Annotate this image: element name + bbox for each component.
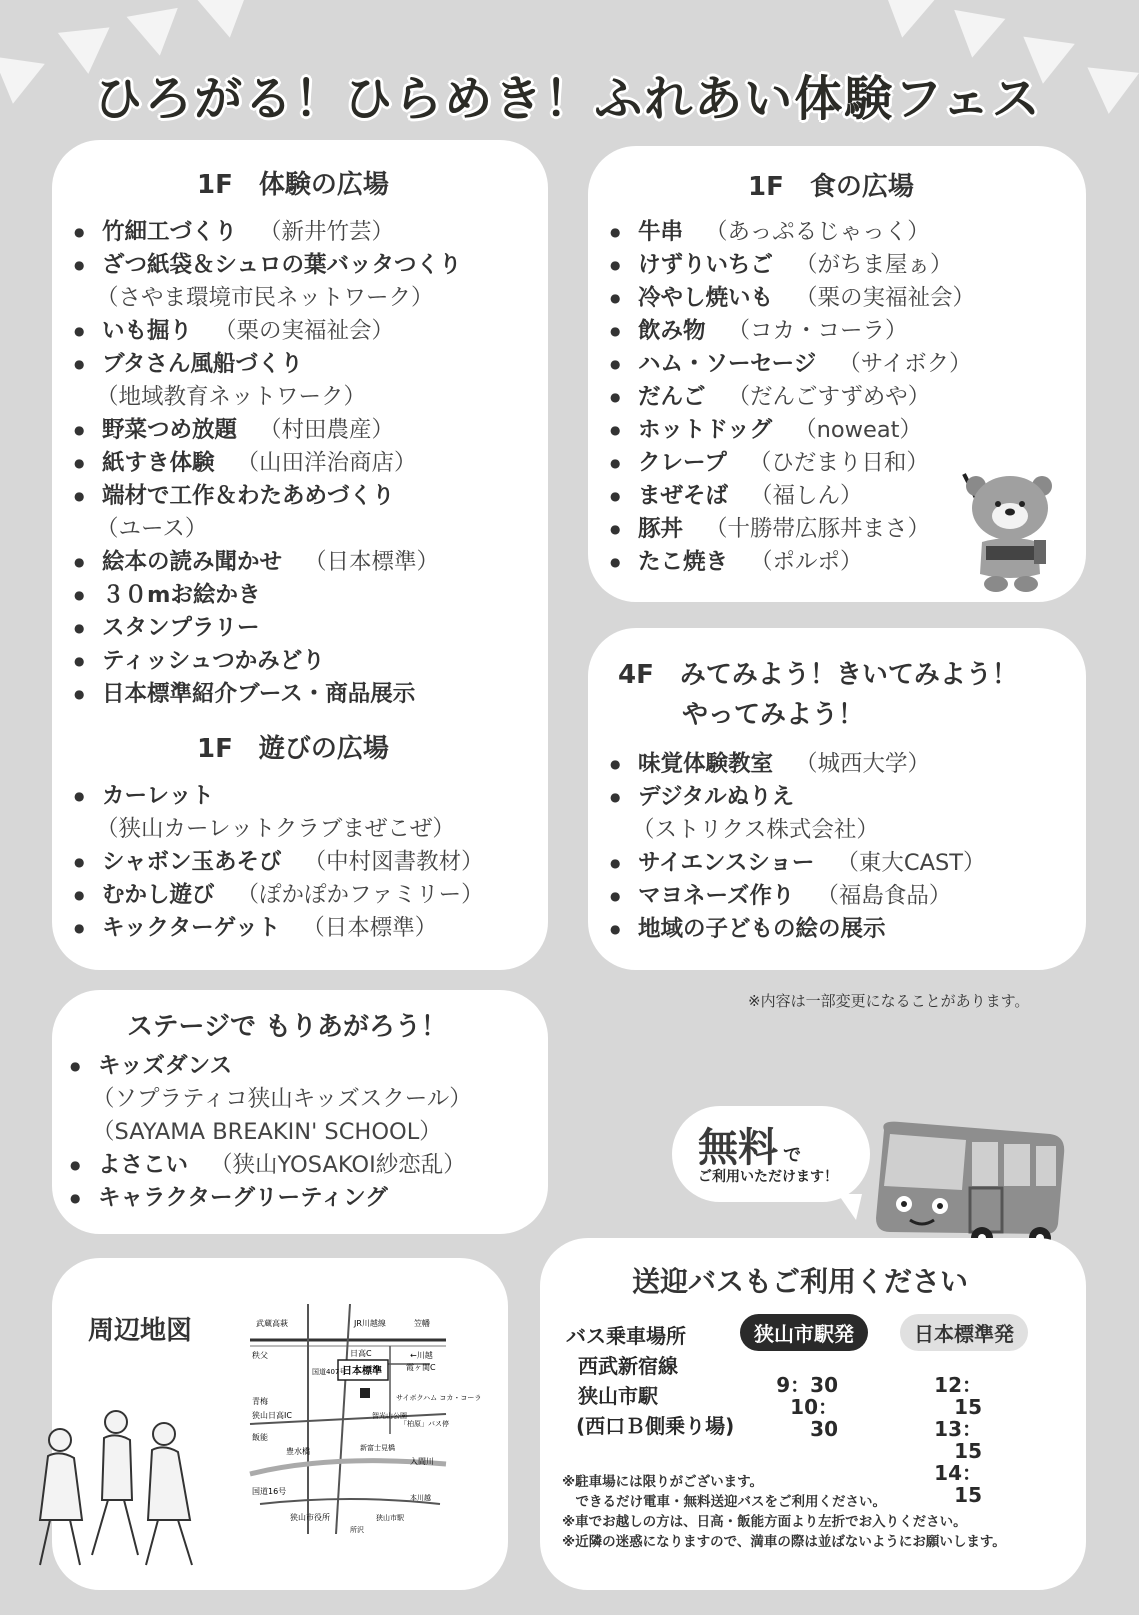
list-item bbox=[68, 1182, 538, 1215]
item-organizer: （ユース） bbox=[96, 516, 208, 542]
item-name: クレープ bbox=[638, 450, 727, 476]
list-item bbox=[608, 748, 1078, 781]
item-organizer: （狭山YOSAKOI紗恋乱） bbox=[210, 1152, 466, 1178]
flag-decoration bbox=[947, 10, 1006, 62]
list-item bbox=[72, 879, 542, 912]
list-item bbox=[608, 880, 1078, 913]
list-item bbox=[608, 414, 1048, 447]
item-name: 冷やし焼いも bbox=[638, 285, 774, 311]
taiken-list bbox=[72, 216, 542, 711]
shoku-heading: 1F 食の広場 bbox=[748, 172, 914, 202]
item-organizer: （村田農産） bbox=[259, 417, 395, 443]
item-organizer: （地域教育ネットワーク） bbox=[96, 384, 367, 410]
list-item bbox=[72, 447, 542, 480]
item-name: けずりいちご bbox=[638, 252, 774, 278]
bus-heading: 送迎バスもご利用ください bbox=[632, 1265, 969, 1298]
map-label: ←川越 bbox=[410, 1351, 433, 1360]
fourf-card bbox=[588, 628, 1086, 970]
free-bubble bbox=[672, 1106, 870, 1202]
item-name: むかし遊び bbox=[102, 882, 215, 908]
item-organizer: （SAYAMA BREAKIN' SCHOOL） bbox=[92, 1119, 442, 1145]
list-item bbox=[608, 348, 1048, 381]
item-name: 紙すき体験 bbox=[102, 450, 215, 476]
fourf-list bbox=[608, 748, 1078, 946]
item-name: ブタさん風船づくり bbox=[102, 351, 303, 377]
item-organizer: （さやま環境市民ネットワーク） bbox=[96, 285, 434, 311]
stage-heading: ステージで もりあがろう！ bbox=[127, 1012, 448, 1042]
map-label: 豊水橋 bbox=[286, 1447, 310, 1456]
fourf-heading-2: やってみよう！ bbox=[682, 700, 865, 730]
item-name: 野菜つめ放題 bbox=[102, 417, 238, 443]
item-organizer: （中村図書教材） bbox=[303, 849, 484, 875]
flag-decoration bbox=[127, 8, 186, 60]
item-name: カーレット bbox=[102, 783, 214, 809]
list-item bbox=[68, 1050, 538, 1083]
map-label: 智光山公園 bbox=[372, 1412, 407, 1420]
list-item bbox=[608, 814, 1078, 847]
map-label: 本川越 bbox=[410, 1494, 431, 1502]
list-item bbox=[72, 315, 542, 348]
list-item bbox=[68, 1149, 538, 1182]
list-item bbox=[608, 216, 1048, 249]
bus-card bbox=[540, 1238, 1086, 1590]
list-item bbox=[72, 612, 542, 645]
free-de-text: で bbox=[783, 1145, 802, 1166]
time-item: 12：15 bbox=[934, 1373, 982, 1419]
map-label: 青梅 bbox=[252, 1397, 268, 1406]
map-label: 日高C bbox=[350, 1349, 372, 1358]
list-item bbox=[72, 216, 542, 249]
bus-notes bbox=[562, 1472, 1006, 1552]
bus-note: ※車でお越しの方は、日高・飯能方面より左折でお入りください。 bbox=[562, 1514, 967, 1530]
asobi-list bbox=[72, 780, 542, 945]
map-label: 笠幡 bbox=[414, 1319, 430, 1328]
map-label: 狭山市役所 bbox=[290, 1513, 330, 1522]
map-label: 「柏原」バス停 bbox=[400, 1420, 449, 1428]
item-organizer: （だんごすずめや） bbox=[727, 384, 931, 410]
item-name: スタンプラリー bbox=[102, 615, 260, 641]
times-sayama bbox=[768, 1374, 838, 1440]
taiken-heading: 1F 体験の広場 bbox=[197, 170, 389, 200]
badge-honshi-label: 日本標準発 bbox=[914, 1322, 1014, 1346]
time-item: 13：15 bbox=[934, 1417, 982, 1463]
item-organizer: （ぽかぽかファミリー） bbox=[236, 882, 484, 908]
list-item bbox=[72, 282, 542, 315]
item-organizer: （ストリクス株式会社） bbox=[632, 817, 879, 843]
badge-sayama bbox=[740, 1314, 868, 1351]
item-name: キックターゲット bbox=[102, 915, 281, 941]
item-name: ３０mお絵かき bbox=[102, 582, 261, 608]
area-map bbox=[250, 1304, 482, 1534]
item-organizer: （日本標準） bbox=[302, 915, 438, 941]
list-item bbox=[68, 1083, 538, 1116]
fourf-heading: 4F みてみよう！きいてみよう！ bbox=[618, 660, 1018, 690]
item-name: 味覚体験教室 bbox=[638, 751, 774, 777]
item-organizer: （山田洋治商店） bbox=[236, 450, 417, 476]
item-organizer: （ポルポ） bbox=[750, 549, 863, 575]
map-label: JR川越線 bbox=[354, 1319, 386, 1328]
list-item bbox=[608, 781, 1078, 814]
item-organizer: （ひだまり日和） bbox=[748, 450, 929, 476]
list-item bbox=[608, 381, 1048, 414]
list-item bbox=[72, 513, 542, 546]
item-name: たこ焼き bbox=[638, 549, 729, 575]
item-name: いも掘り bbox=[102, 318, 193, 344]
map-label: 飯能 bbox=[252, 1433, 268, 1442]
item-name: デジタルぬりえ bbox=[638, 784, 795, 810]
map-label: 霞ヶ関C bbox=[406, 1363, 436, 1372]
list-item bbox=[72, 645, 542, 678]
bus-note: ※駐車場には限りがございます。 bbox=[562, 1474, 764, 1490]
item-organizer: （福しん） bbox=[750, 483, 863, 509]
item-name: キッズダンス bbox=[98, 1053, 233, 1079]
free-big-text: 無料 bbox=[698, 1125, 778, 1171]
item-name: ホットドッグ bbox=[638, 417, 773, 443]
list-item bbox=[72, 249, 542, 282]
badge-honshi bbox=[900, 1314, 1028, 1351]
free-sub-text: ご利用いただけます！ bbox=[698, 1169, 838, 1185]
item-name: よさこい bbox=[98, 1152, 189, 1178]
map-label: 秩父 bbox=[252, 1351, 268, 1360]
map-label: サイボクハム コカ・コーラ bbox=[396, 1394, 482, 1402]
list-item bbox=[608, 847, 1078, 880]
bus-line2: 狭山市駅 bbox=[578, 1384, 658, 1408]
map-label: 武蔵高萩 bbox=[256, 1319, 288, 1328]
taiken-card bbox=[52, 140, 548, 970]
time-item: 10：30 bbox=[790, 1395, 838, 1441]
item-name: 地域の子どもの絵の展示 bbox=[638, 916, 886, 942]
item-organizer: （noweat） bbox=[794, 417, 922, 443]
list-item bbox=[72, 813, 542, 846]
change-note: ※内容は一部変更になることがあります。 bbox=[748, 992, 1030, 1010]
item-organizer: （城西大学） bbox=[795, 751, 931, 777]
list-item bbox=[72, 780, 542, 813]
list-item bbox=[72, 480, 542, 513]
walking-people-icon bbox=[20, 1400, 210, 1580]
page-title: ひろがる！ひらめき！ふれあい体験フェス bbox=[94, 71, 1042, 127]
map-label: 新富士見橋 bbox=[360, 1444, 395, 1452]
bus-line1: 西武新宿線 bbox=[578, 1354, 678, 1378]
list-item bbox=[608, 913, 1078, 946]
list-item bbox=[72, 414, 542, 447]
item-organizer: （栗の実福祉会） bbox=[795, 285, 976, 311]
list-item bbox=[72, 846, 542, 879]
list-item bbox=[608, 249, 1048, 282]
item-name: 竹細工づくり bbox=[102, 219, 238, 245]
list-item bbox=[72, 348, 542, 381]
bus-place-label: バス乗車場所 bbox=[566, 1324, 686, 1348]
item-organizer: （サイボク） bbox=[838, 351, 972, 377]
list-item bbox=[72, 579, 542, 612]
list-item bbox=[72, 678, 542, 711]
item-name: サイエンスショー bbox=[638, 850, 815, 876]
map-label: 日本標準 bbox=[342, 1366, 382, 1377]
map-label: 狭山日高IC bbox=[252, 1411, 292, 1420]
item-organizer: （東大CAST） bbox=[836, 850, 986, 876]
item-name: 絵本の読み聞かせ bbox=[102, 549, 283, 575]
map-label: 入間川 bbox=[410, 1457, 434, 1466]
item-organizer: （十勝帯広豚丼まさ） bbox=[705, 516, 931, 542]
item-name: シャボン玉あそび bbox=[102, 849, 282, 875]
item-organizer: （あっぷるじゃっく） bbox=[705, 219, 930, 245]
time-item: 9：30 bbox=[776, 1373, 838, 1397]
flag-decoration bbox=[877, 0, 936, 42]
bear-mascot-icon bbox=[956, 464, 1066, 594]
item-organizer: （日本標準） bbox=[304, 549, 440, 575]
item-organizer: （ソプラティコ狭山キッズスクール） bbox=[92, 1086, 472, 1112]
asobi-heading: 1F 遊びの広場 bbox=[197, 734, 389, 764]
list-item bbox=[72, 546, 542, 579]
item-name: だんご bbox=[638, 384, 706, 410]
flag-decoration bbox=[197, 0, 256, 42]
item-organizer: （がちま屋ぁ） bbox=[795, 252, 953, 278]
bus-note: できるだけ電車・無料送迎バスをご利用ください。 bbox=[562, 1494, 886, 1510]
list-item bbox=[72, 381, 542, 414]
map-label: 所沢 bbox=[350, 1526, 364, 1534]
list-item bbox=[72, 912, 542, 945]
item-name: 豚丼 bbox=[638, 516, 684, 542]
list-item bbox=[608, 315, 1048, 348]
list-item bbox=[68, 1116, 538, 1149]
item-name: マヨネーズ作り bbox=[638, 883, 795, 909]
item-name: 端材で工作＆わたあめづくり bbox=[102, 483, 395, 509]
bus-line3: (西口Ｂ側乗り場) bbox=[576, 1414, 735, 1438]
map-heading: 周辺地図 bbox=[88, 1316, 193, 1346]
item-name: キャラクターグリーティング bbox=[98, 1185, 388, 1211]
item-organizer: （コカ・コーラ） bbox=[727, 318, 908, 344]
item-name: 牛串 bbox=[638, 219, 684, 245]
shoku-card bbox=[588, 146, 1086, 602]
bus-note: ※近隣の迷惑になりますので、満車の際は並ばないようにお願いします。 bbox=[562, 1534, 1006, 1550]
bus-icon bbox=[870, 1120, 1070, 1250]
list-item bbox=[608, 282, 1048, 315]
badge-sayama-label: 狭山市駅発 bbox=[754, 1322, 854, 1346]
item-name: ハム・ソーセージ bbox=[638, 351, 817, 377]
map-label: 国道407号 bbox=[312, 1368, 347, 1376]
item-name: 飲み物 bbox=[638, 318, 706, 344]
stage-card bbox=[52, 990, 548, 1234]
time-item: 14：15 bbox=[934, 1461, 982, 1507]
item-organizer: （狭山カーレットクラブまぜこぜ） bbox=[96, 816, 455, 842]
item-name: ティッシュつかみどり bbox=[102, 648, 325, 674]
item-name: まぜそば bbox=[638, 483, 729, 509]
item-organizer: （栗の実福祉会） bbox=[214, 318, 395, 344]
item-organizer: （福島食品） bbox=[816, 883, 952, 909]
item-name: 日本標準紹介ブース・商品展示 bbox=[102, 681, 416, 707]
map-label: 狭山市駅 bbox=[376, 1514, 404, 1522]
item-name: ざつ紙袋＆シュロの葉バッタつくり bbox=[102, 252, 462, 278]
stage-list bbox=[68, 1050, 538, 1215]
map-label: 国道16号 bbox=[252, 1487, 287, 1496]
item-organizer: （新井竹芸） bbox=[259, 219, 395, 245]
